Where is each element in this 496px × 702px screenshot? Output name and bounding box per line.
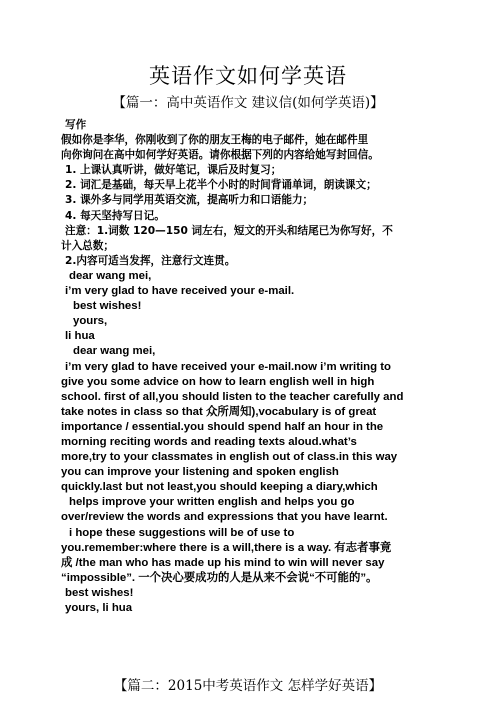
text-line: i’m very glad to have received your e-mail. xyxy=(65,285,295,298)
text-line: importance / essential.you should spend half an hour in the xyxy=(61,420,384,433)
text-line: more,try to your classmates in english out of class.in this way xyxy=(61,451,398,464)
section-heading-1: 【篇一：高中英语作文 建议信(如何学英语)】 xyxy=(112,95,384,111)
text-line: school. first of all,you should listen to the teacher carefully and xyxy=(61,390,404,403)
text-line: “impossible”. 一个决心要成功的人是从来不会说“不可能的”。 xyxy=(61,571,378,584)
text-line: 计入总数； xyxy=(61,239,114,252)
text-line: over/review the words and expressions that you have learnt. xyxy=(61,511,388,524)
text-line: i hope these suggestions will be of use to xyxy=(69,526,295,539)
document-body xyxy=(61,118,449,616)
text-line: 向你询问在高中如何学好英语。请你根据下列的内容给她写封回信。 xyxy=(61,149,379,162)
text-line: best wishes! xyxy=(65,586,134,599)
text-line: li hua xyxy=(65,330,95,343)
text-line: quickly.last but not least,you should keeping a diary,which xyxy=(61,481,378,494)
text-line: 3. 课外多与同学用英语交流，提高听力和口语能力； xyxy=(65,194,314,207)
text-line: helps improve your written english and helps you go xyxy=(69,496,355,509)
text-line: yours, xyxy=(73,315,108,328)
text-line: 2. 词汇是基础，每天早上花半个小时的时间背诵单词，朗读课文； xyxy=(65,179,377,192)
text-line: dear wang mei, xyxy=(73,345,156,358)
text-line: i’m very glad to have received your e-mail.now i’m writing to xyxy=(65,360,391,373)
text-line: morning reciting words and reading texts aloud.what’s xyxy=(61,435,357,448)
text-line: yours, li hua xyxy=(65,602,133,614)
text-line: take notes in class so that 众所周知),vocabulary is of great xyxy=(61,405,377,418)
text-line: best wishes! xyxy=(73,300,142,313)
text-line: you.remember:where there is a will,there is a way. 有志者事竟 xyxy=(61,541,392,554)
text-line: you can improve your listening and spoken english xyxy=(61,466,339,479)
text-line: 4. 每天坚持写日记。 xyxy=(65,209,165,222)
text-line: 假如你是李华，你刚收到了你的朋友王梅的电子邮件，她在邮件里 xyxy=(61,134,369,147)
text-line: 成 /the man who has made up his mind to win will never say xyxy=(61,556,385,569)
text-line: 注意：1.词数 120—150 词左右，短文的开头和结尾已为你写好，不 xyxy=(65,224,393,237)
section-heading-2: 【篇二：2015中考英语作文 怎样学好英语】 xyxy=(113,678,383,694)
text-line: 1. 上课认真听讲，做好笔记，课后及时复习； xyxy=(65,164,282,177)
text-line: 2.内容可适当发挥，注意行文连贯。 xyxy=(65,254,236,267)
text-line: give you some advice on how to learn english well in high xyxy=(61,375,375,388)
document-title: 英语作文如何学英语 xyxy=(149,64,347,88)
text-line: 写作 xyxy=(65,119,87,131)
text-line: dear wang mei, xyxy=(69,269,152,282)
